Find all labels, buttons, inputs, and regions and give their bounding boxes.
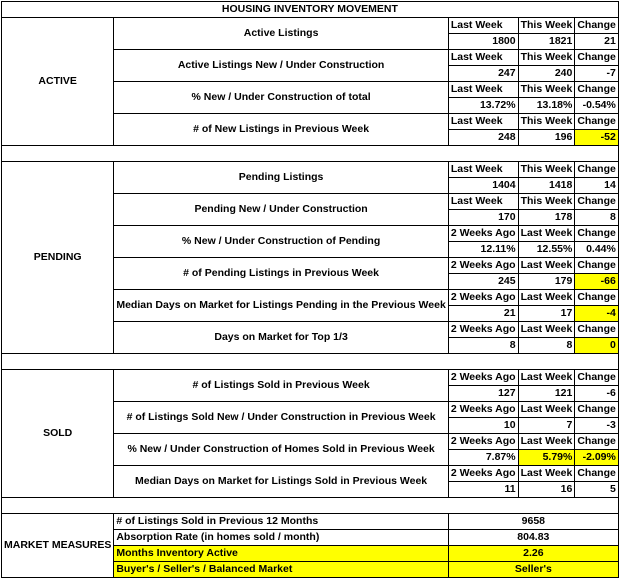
col-header: This Week	[518, 18, 575, 34]
col-header: Last Week	[518, 322, 575, 338]
col-header: Change	[575, 82, 619, 98]
col-header: Change	[575, 402, 619, 418]
market-value-highlighted: 2.26	[448, 546, 618, 562]
section-market-measures: MARKET MEASURES	[2, 514, 114, 578]
row-label: % New / Under Construction of Pending	[114, 226, 448, 258]
col-header: Change	[575, 162, 619, 178]
value-cell: 178	[518, 210, 575, 226]
col-header: Change	[575, 434, 619, 450]
value-cell: 10	[448, 418, 518, 434]
value-cell: 127	[448, 386, 518, 402]
value-cell: 11	[448, 482, 518, 498]
section-pending: PENDING	[2, 162, 114, 354]
change-cell: 8	[575, 210, 619, 226]
col-header: This Week	[518, 50, 575, 66]
col-header: Last Week	[448, 114, 518, 130]
value-cell: 1418	[518, 178, 575, 194]
col-header: 2 Weeks Ago	[448, 290, 518, 306]
change-cell-highlighted: -52	[575, 130, 619, 146]
col-header: This Week	[518, 82, 575, 98]
row-label: Days on Market for Top 1/3	[114, 322, 448, 354]
market-label: Absorption Rate (in homes sold / month)	[114, 530, 448, 546]
col-header: This Week	[518, 114, 575, 130]
value-cell: 13.72%	[448, 98, 518, 114]
col-header: Change	[575, 226, 619, 242]
row-label: Active Listings	[114, 18, 448, 50]
row-label: Active Listings New / Under Construction	[114, 50, 448, 82]
market-value: 804.83	[448, 530, 618, 546]
row-label: % New / Under Construction of Homes Sold in Previous Week	[114, 434, 448, 466]
row-label: Pending New / Under Construction	[114, 194, 448, 226]
col-header: Last Week	[518, 402, 575, 418]
row-label: Pending Listings	[114, 162, 448, 194]
col-header: Change	[575, 290, 619, 306]
value-cell: 8	[448, 338, 518, 354]
value-cell: 1800	[448, 34, 518, 50]
col-header: Change	[575, 194, 619, 210]
value-cell: 17	[518, 306, 575, 322]
value-cell: 245	[448, 274, 518, 290]
change-cell: -3	[575, 418, 619, 434]
row-label: Median Days on Market for Listings Pending in the Previous Week	[114, 290, 448, 322]
row-label: # of New Listings in Previous Week	[114, 114, 448, 146]
change-cell-highlighted: -2.09%	[575, 450, 619, 466]
col-header: 2 Weeks Ago	[448, 370, 518, 386]
change-cell: -0.54%	[575, 98, 619, 114]
row-label: % New / Under Construction of total	[114, 82, 448, 114]
table-title: HOUSING INVENTORY MOVEMENT	[2, 2, 619, 18]
housing-inventory-table	[1, 1, 619, 578]
value-cell: 170	[448, 210, 518, 226]
value-cell: 16	[518, 482, 575, 498]
row-label: Median Days on Market for Listings Sold in Previous Week	[114, 466, 448, 498]
col-header: Change	[575, 18, 619, 34]
col-header: Change	[575, 114, 619, 130]
col-header: 2 Weeks Ago	[448, 226, 518, 242]
col-header: Last Week	[518, 258, 575, 274]
col-header: Last Week	[518, 370, 575, 386]
col-header: Last Week	[518, 434, 575, 450]
value-cell: 1404	[448, 178, 518, 194]
value-cell-highlighted: 5.79%	[518, 450, 575, 466]
market-label: # of Listings Sold in Previous 12 Months	[114, 514, 448, 530]
value-cell: 21	[448, 306, 518, 322]
col-header: This Week	[518, 162, 575, 178]
col-header: 2 Weeks Ago	[448, 258, 518, 274]
col-header: Last Week	[448, 82, 518, 98]
col-header: Last Week	[518, 466, 575, 482]
value-cell: 248	[448, 130, 518, 146]
col-header: Change	[575, 466, 619, 482]
value-cell: 121	[518, 386, 575, 402]
market-label-highlighted: Buyer's / Seller's / Balanced Market	[114, 562, 448, 578]
value-cell: 179	[518, 274, 575, 290]
col-header: Change	[575, 50, 619, 66]
col-header: Last Week	[448, 18, 518, 34]
col-header: 2 Weeks Ago	[448, 434, 518, 450]
col-header: Last Week	[448, 50, 518, 66]
change-cell: 0.44%	[575, 242, 619, 258]
value-cell: 8	[518, 338, 575, 354]
change-cell: -6	[575, 386, 619, 402]
section-gap	[2, 354, 619, 370]
col-header: This Week	[518, 194, 575, 210]
col-header: Last Week	[518, 290, 575, 306]
value-cell: 12.55%	[518, 242, 575, 258]
value-cell: 13.18%	[518, 98, 575, 114]
value-cell: 240	[518, 66, 575, 82]
col-header: Change	[575, 370, 619, 386]
change-cell: 21	[575, 34, 619, 50]
section-gap	[2, 146, 619, 162]
value-cell: 196	[518, 130, 575, 146]
change-cell: 14	[575, 178, 619, 194]
value-cell: 1821	[518, 34, 575, 50]
value-cell: 7	[518, 418, 575, 434]
market-value-highlighted: Seller's	[448, 562, 618, 578]
col-header: Last Week	[448, 162, 518, 178]
change-cell-highlighted: 0	[575, 338, 619, 354]
market-label-highlighted: Months Inventory Active	[114, 546, 448, 562]
col-header: 2 Weeks Ago	[448, 466, 518, 482]
row-label: # of Listings Sold New / Under Construction in Previous Week	[114, 402, 448, 434]
value-cell: 247	[448, 66, 518, 82]
change-cell: 5	[575, 482, 619, 498]
value-cell: 7.87%	[448, 450, 518, 466]
value-cell: 12.11%	[448, 242, 518, 258]
col-header: 2 Weeks Ago	[448, 322, 518, 338]
section-active: ACTIVE	[2, 18, 114, 146]
section-sold: SOLD	[2, 370, 114, 498]
row-label: # of Pending Listings in Previous Week	[114, 258, 448, 290]
change-cell-highlighted: -4	[575, 306, 619, 322]
change-cell: -7	[575, 66, 619, 82]
col-header: 2 Weeks Ago	[448, 402, 518, 418]
market-value: 9658	[448, 514, 618, 530]
row-label: # of Listings Sold in Previous Week	[114, 370, 448, 402]
col-header: Change	[575, 322, 619, 338]
change-cell-highlighted: -66	[575, 274, 619, 290]
section-gap	[2, 498, 619, 514]
col-header: Last Week	[518, 226, 575, 242]
col-header: Change	[575, 258, 619, 274]
col-header: Last Week	[448, 194, 518, 210]
